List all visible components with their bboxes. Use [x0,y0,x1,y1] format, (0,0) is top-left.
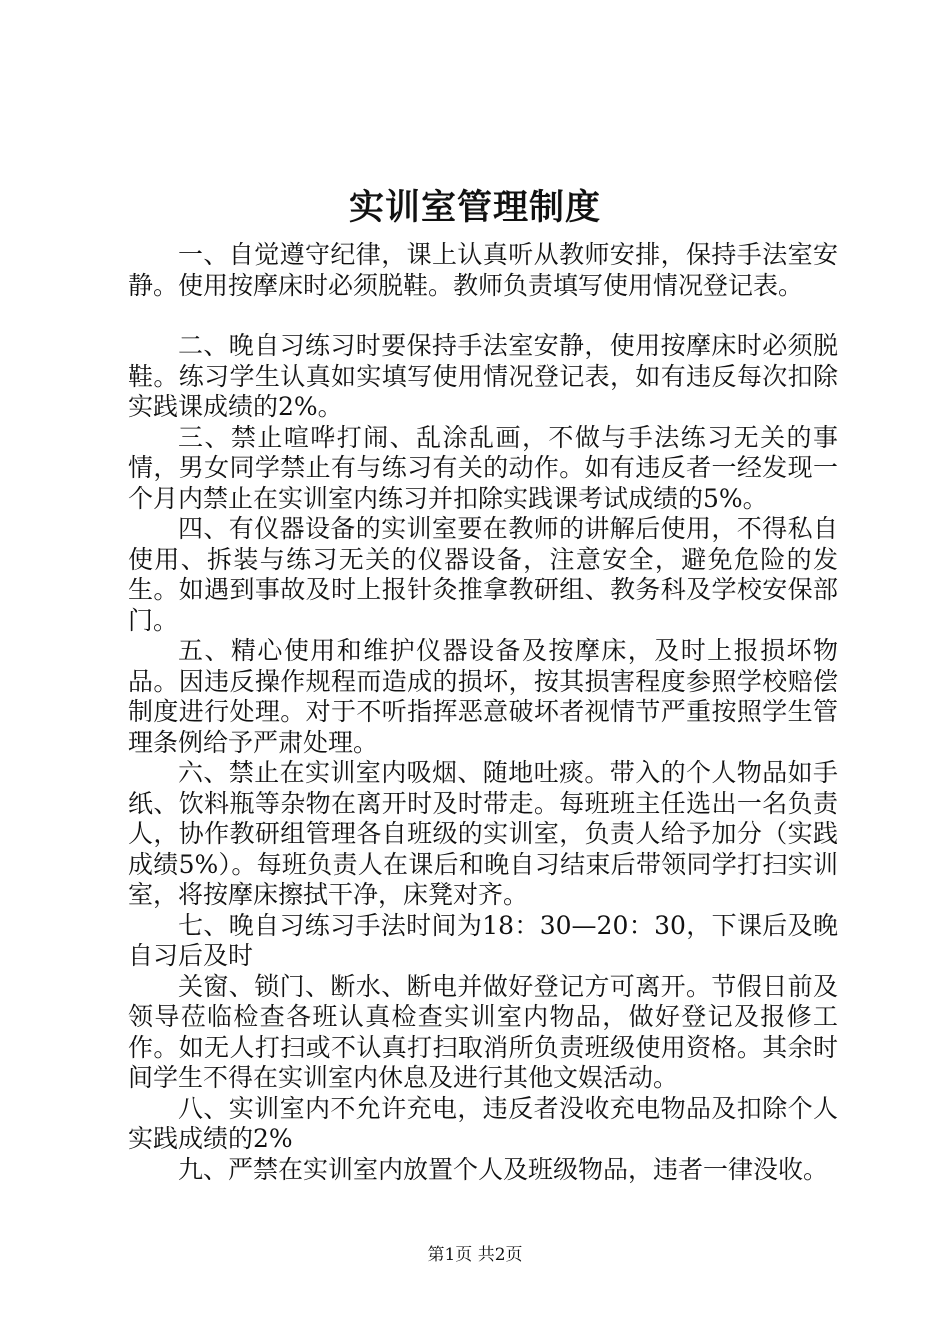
paragraph-9: 九、严禁在实训室内放置个人及班级物品，违者一律没收。 [178,1154,829,1184]
paragraph-7-continued: 关窗、锁门、断水、断电并做好登记方可离开。节假日前及领导莅临检查各班认真检查实训室内物品，做好登记及报修工作。如无人打扫或不认真打扫取消所负责班级使用资格。其余时间学生不得在实训室内休息及进行其他文娱活动。 [128,971,838,1092]
paragraph-3: 三、禁止喧哗打闹、乱涂乱画，不做与手法练习无关的事情，男女同学禁止有与练习有关的动作。如有违反者一经发现一个月内禁止在实训室内练习并扣除实践课考试成绩的5%。 [128,422,838,513]
paragraph-8: 八、实训室内不允许充电，违反者没收充电物品及扣除个人实践成绩的2% [128,1093,838,1153]
document-body [128,240,838,1185]
page-footer: 第1页 共2页 [427,1245,523,1265]
paragraph-7: 七、晚自习练习手法时间为18：30—20：30，下课后及晚自习后及时 [128,910,838,970]
paragraph-1: 一、自觉遵守纪律，课上认真听从教师安排，保持手法室安静。使用按摩床时必须脱鞋。教师负责填写使用情况登记表。 [128,240,838,300]
paragraph-2: 二、晚自习练习时要保持手法室安静，使用按摩床时必须脱鞋。练习学生认真如实填写使用情况登记表，如有违反每次扣除实践课成绩的2%。 [128,331,838,421]
paragraph-5: 五、精心使用和维护仪器设备及按摩床，及时上报损坏物品。因违反操作规程而造成的损坏，按其损害程度参照学校赔偿制度进行处理。对于不听指挥恶意破坏者视情节严重按照学生管理条例给予严肃处理。 [128,636,838,757]
paragraph-4: 四、有仪器设备的实训室要在教师的讲解后使用，不得私自使用、拆装与练习无关的仪器设备，注意安全，避免危险的发生。如遇到事故及时上报针灸推拿教研组、教务科及学校安保部门。 [128,514,838,635]
page-title: 实训室管理制度 [348,187,601,228]
paragraph-6: 六、禁止在实训室内吸烟、随地吐痰。带入的个人物品如手纸、饮料瓶等杂物在离开时及时带走。每班班主任选出一名负责人，协作教研组管理各自班级的实训室，负责人给予加分（实践成绩5%）。每班负责人在课后和晚自习结束后带领同学打扫实训室，将按摩床擦拭干净，床凳对齐。 [128,758,838,909]
